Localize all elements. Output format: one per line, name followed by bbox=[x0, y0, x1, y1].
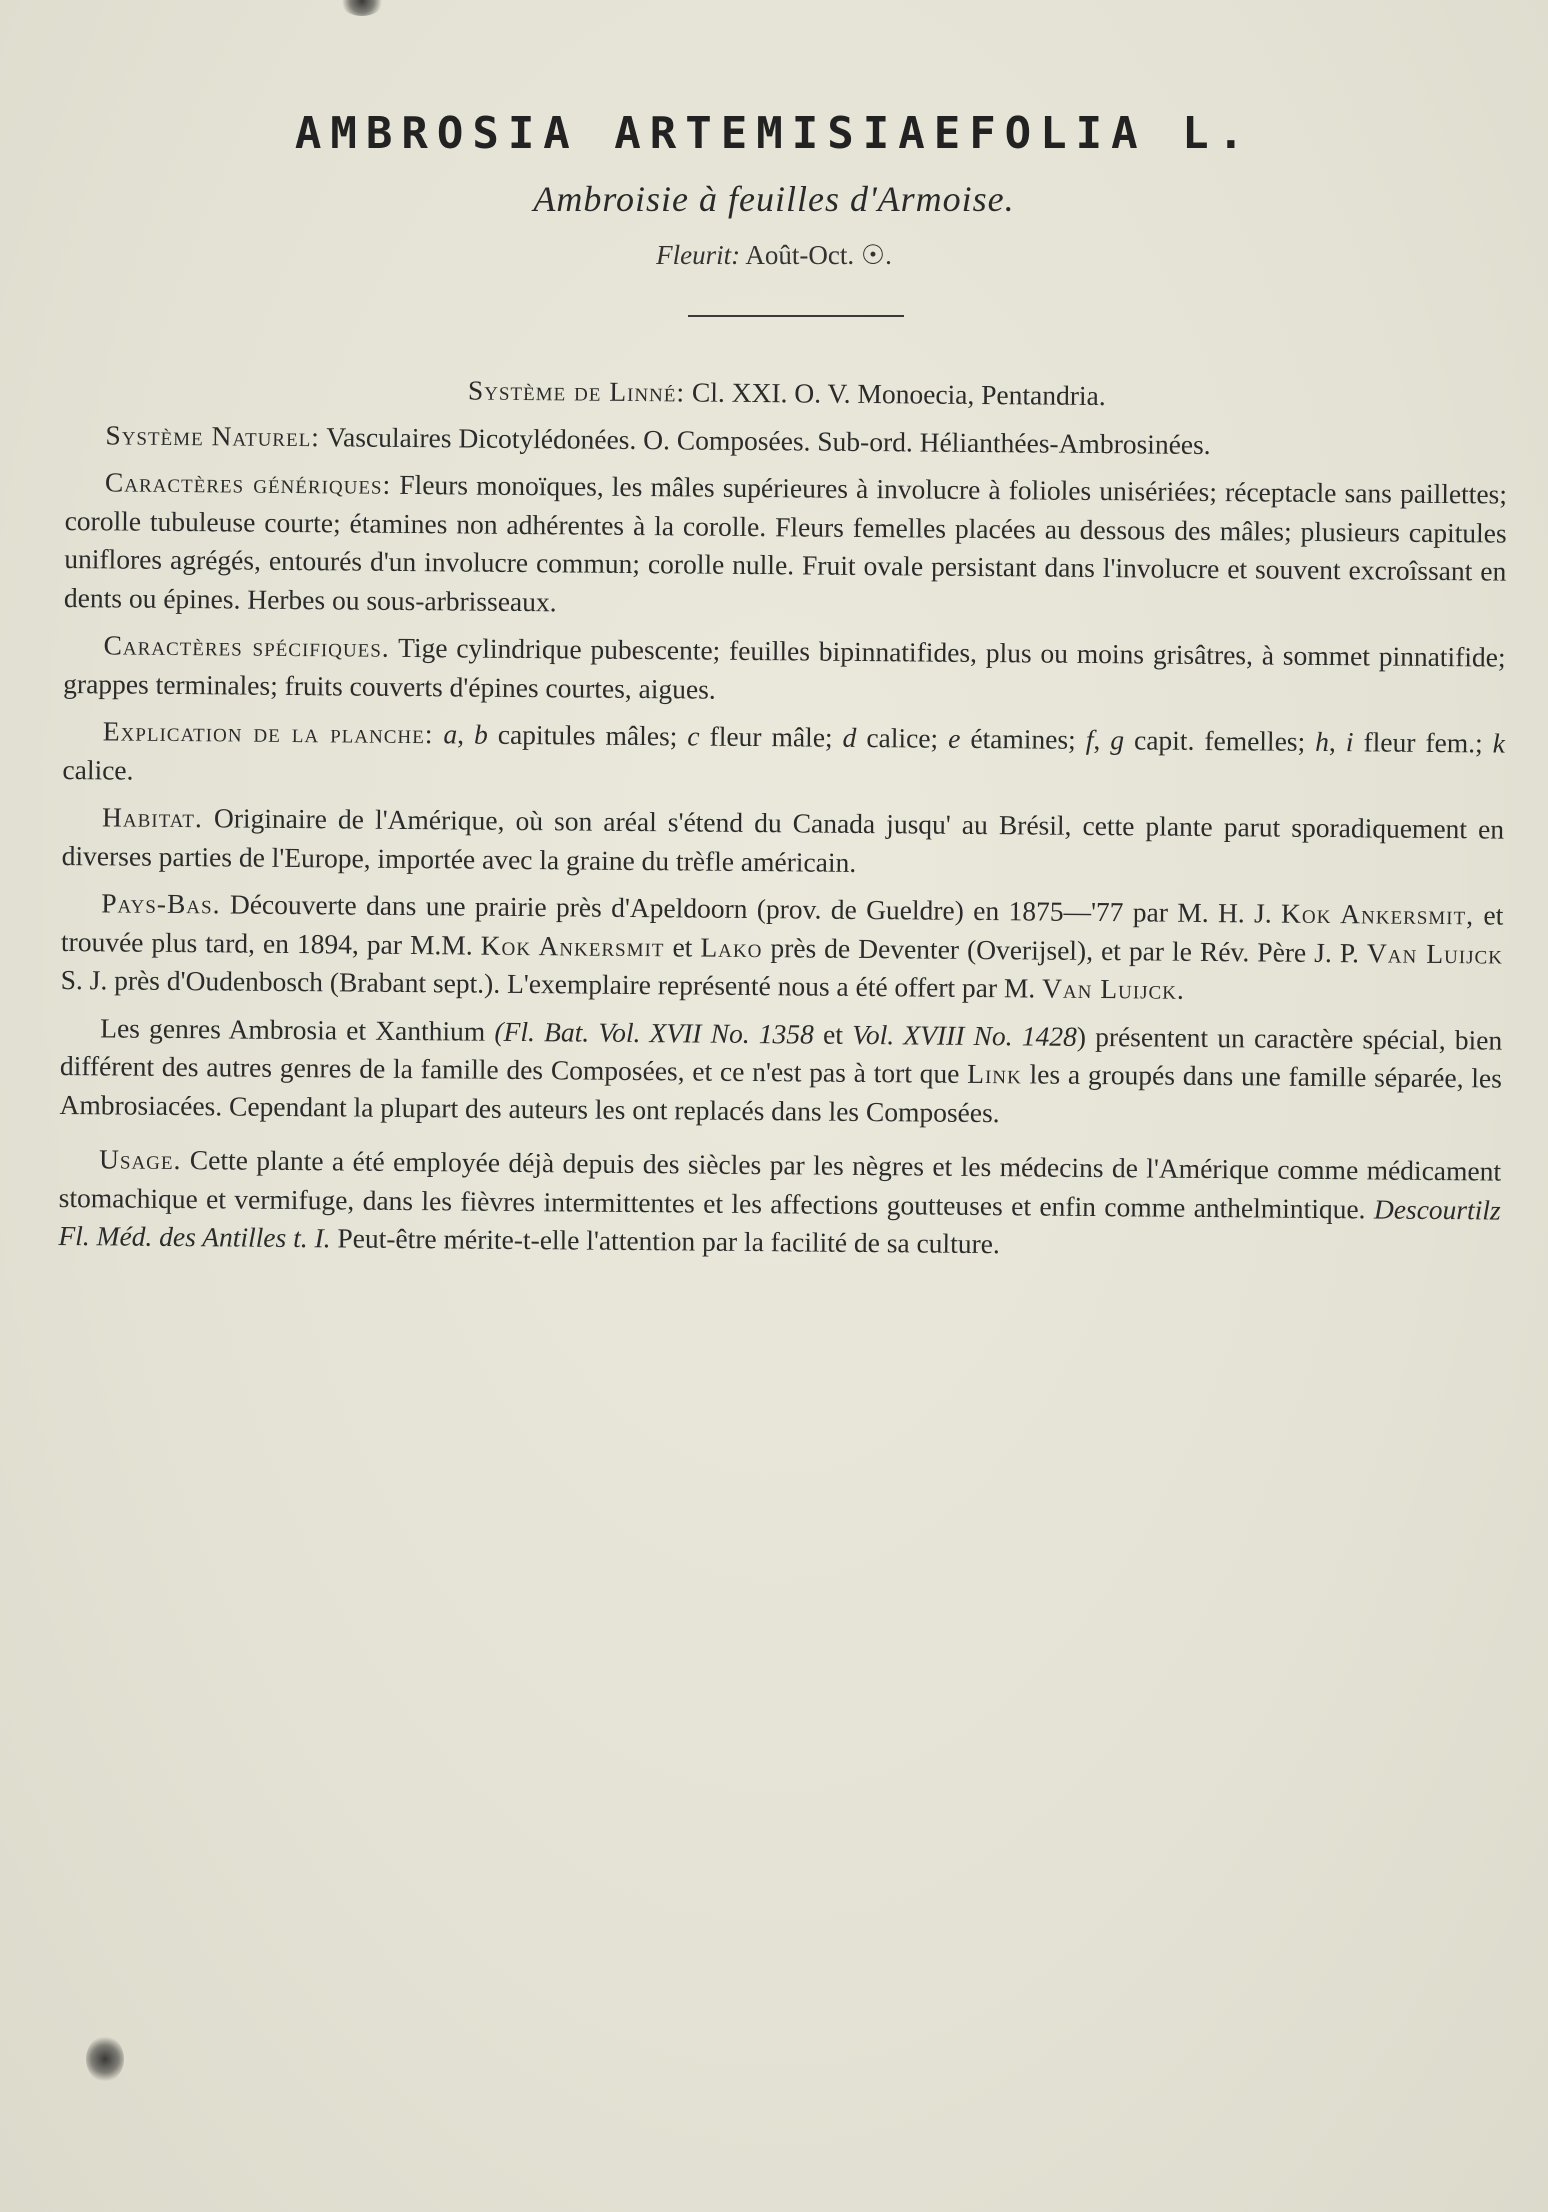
person-name: Kok Ankersmit, bbox=[1280, 897, 1475, 931]
section-specifiques bbox=[63, 626, 1506, 716]
plate-letter: a bbox=[443, 718, 458, 750]
plate-letter: k bbox=[1492, 727, 1506, 759]
section-habitat-label: Habitat. bbox=[101, 801, 203, 834]
section-explication-label: Explication de la planche: bbox=[102, 715, 434, 750]
section-linne-label: Système de Linné: bbox=[467, 374, 686, 408]
title-divider bbox=[688, 315, 904, 317]
literature-reference: Descourtilz Fl. Méd. des Antilles t. I. bbox=[58, 1192, 1501, 1254]
section-habitat bbox=[62, 798, 1505, 888]
person-name: Kok Ankersmit bbox=[480, 929, 665, 962]
plate-caption: calice; bbox=[866, 721, 939, 754]
person-name: Lako bbox=[700, 931, 763, 963]
plate-caption: étamines; bbox=[970, 722, 1076, 755]
plate-letter: h bbox=[1315, 725, 1330, 758]
plate-letter: b bbox=[473, 718, 488, 750]
paysbas-text: près de Deventer (Overijsel), et par le Rév. Père J. P. bbox=[770, 931, 1360, 968]
genres-text: et bbox=[822, 1018, 844, 1050]
plate-caption: capitules mâles; bbox=[497, 718, 678, 752]
flowering-period bbox=[0, 240, 1548, 271]
flowering-label: Fleurit: bbox=[656, 240, 741, 270]
section-genres bbox=[59, 1008, 1502, 1136]
plate-letter: g bbox=[1110, 724, 1125, 756]
section-paysbas-label: Pays-Bas. bbox=[101, 887, 221, 920]
person-name: Van Luijck. bbox=[1042, 972, 1185, 1005]
genres-text: les a groupés dans une famille séparée, les Ambrosiacées. Cependant la plupart des auteurs les ont replacés dans les Composées. bbox=[59, 1058, 1503, 1128]
usage-text: Cette plante a été employée déjà depuis des siècles par les nègres et les médecins de l'Amérique comme médicament stomachique et vermifuge, dans les fièvres intermittentes et les affections goutteuses et enfin comme anthelmintique. bbox=[58, 1144, 1502, 1224]
plate-caption: calice. bbox=[62, 753, 134, 786]
plate-caption: capit. femelles; bbox=[1133, 724, 1306, 757]
section-naturel bbox=[65, 415, 1507, 466]
section-generiques-text: Fleurs monoïques, les mâles supérieures à involucre à folioles unisériées; réceptacle sans paillettes; corolle tubuleuse courte; étamines non adhérentes à la corolle. Fleurs femelles placées au dessous des mâles; plusieurs capitules uniflores agrégés, entourés d'un involucre commun; corolle nulle. Fruit ovale persistant dans l'involucre et souvent excroîssant en dents ou épines. Herbes ou sous-arbrisseaux. bbox=[63, 468, 1508, 617]
flowering-value: Août-Oct. ☉. bbox=[745, 240, 892, 270]
plate-letter: c bbox=[687, 720, 700, 752]
section-naturel-text: Vasculaires Dicotylédonées. O. Composées. Sub-ord. Hélianthées-Ambrosinées. bbox=[326, 420, 1211, 460]
plate-caption: fleur fem.; bbox=[1363, 726, 1483, 759]
section-linne bbox=[66, 368, 1508, 419]
ink-blot-bottom bbox=[86, 2036, 124, 2082]
plate-letter: f bbox=[1085, 723, 1094, 755]
description-body bbox=[58, 368, 1508, 1277]
paysbas-text: S. J. près d'Oudenbosch (Brabant sept.). L'exemplaire représenté nous a été offert par M. bbox=[60, 963, 1036, 1004]
section-specifiques-label: Caractères spécifiques. bbox=[103, 629, 390, 663]
section-paysbas bbox=[60, 884, 1503, 1012]
paysbas-text: et trouvée plus tard, en 1894, par M.M. bbox=[60, 899, 1504, 961]
person-name: Van Luijck bbox=[1366, 936, 1504, 970]
usage-text: Peut-être mérite-t-elle l'attention par la facilité de sa culture. bbox=[337, 1222, 1000, 1260]
paysbas-text: et bbox=[672, 930, 693, 962]
section-linne-text: Cl. XXI. O. V. Monoecia, Pentandria. bbox=[691, 376, 1106, 412]
section-usage-label: Usage. bbox=[98, 1143, 182, 1176]
person-name: Link bbox=[967, 1057, 1022, 1090]
flora-reference: Vol. XVIII No. 1428 bbox=[852, 1018, 1077, 1052]
section-generiques bbox=[64, 463, 1507, 630]
ink-blot-top bbox=[340, 0, 384, 16]
plate-letter: e bbox=[948, 722, 961, 754]
section-explication: Explication de la planche: a, b capitules mâles; c fleur mâle; d calice; e étamines; f, g capit. femelles; h, i fleur fem.; k calice. bbox=[62, 715, 1506, 786]
plate-letter: d bbox=[842, 721, 857, 753]
common-name: Ambroisie à feuilles d'Armoise. bbox=[533, 179, 1015, 219]
section-generiques-label: Caractères génériques: bbox=[104, 466, 392, 500]
plate-caption: fleur mâle; bbox=[709, 720, 833, 753]
genres-text: ) présentent un caractère spécial, bien différent des autres genres de la famille des Composées, et ce n'est pas à tort que bbox=[59, 1020, 1503, 1089]
section-naturel-label: Système Naturel: bbox=[105, 418, 321, 452]
section-specifiques-text: Tige cylindrique pubescente; feuilles bipinnatifides, plus ou moins grisâtres, à sommet pinnatifide; grappes terminales; fruits couverts d'épines courtes, aigues. bbox=[63, 631, 1506, 705]
section-usage bbox=[58, 1140, 1501, 1268]
flora-reference: (Fl. Bat. Vol. XVII No. 1358 bbox=[494, 1015, 815, 1050]
plate-letter: i bbox=[1345, 726, 1354, 758]
section-habitat-text: Originaire de l'Amérique, où son aréal s'étend du Canada jusqu' au Brésil, cette plante parut sporadiquement en diverses parties de l'Europe, importée avec la graine du trèfle américain. bbox=[61, 802, 1505, 878]
species-title: AMBROSIA ARTEMISIAEFOLIA L. bbox=[294, 108, 1254, 159]
genres-text: Les genres Ambrosia et Xanthium bbox=[100, 1011, 486, 1047]
paysbas-text: Découverte dans une prairie près d'Apeldoorn (prov. de Gueldre) en 1875—'77 par M. H. J. bbox=[229, 888, 1272, 929]
